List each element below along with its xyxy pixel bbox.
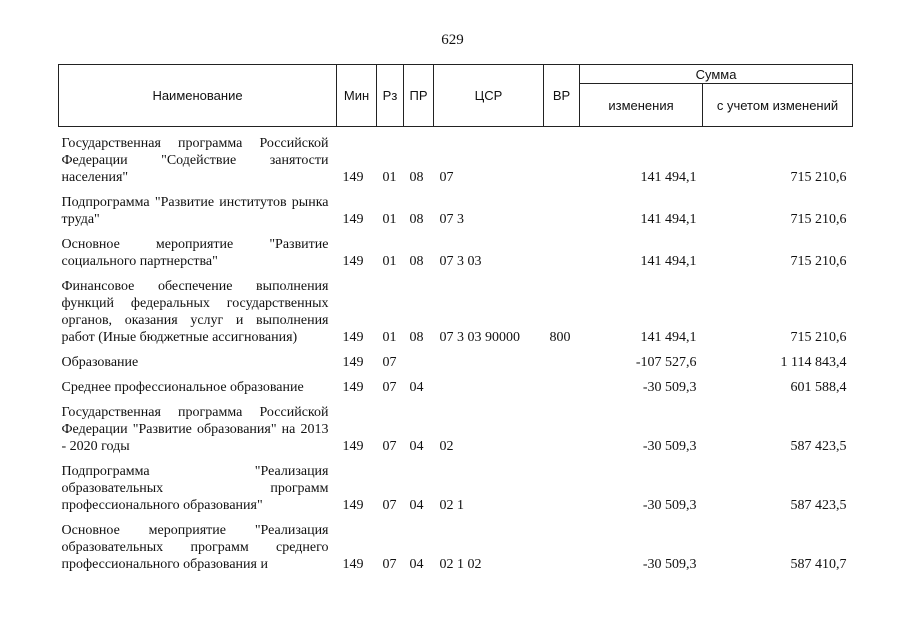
- table-row: [59, 396, 853, 455]
- row-csr: 07 3: [439, 212, 464, 227]
- row-rz: 07: [382, 439, 397, 454]
- row-vr: [544, 228, 580, 270]
- row-vr: [544, 186, 580, 228]
- row-total: 587 410,7: [790, 557, 847, 572]
- page-number: 629: [441, 32, 464, 48]
- row-csr: 02: [439, 439, 454, 454]
- row-csr: 07: [439, 170, 454, 185]
- row-min: 149: [342, 254, 364, 269]
- row-change: -30 509,3: [642, 380, 697, 395]
- table-header: [59, 65, 853, 127]
- header-csr: ЦСР: [434, 65, 544, 127]
- row-min: 149: [342, 212, 364, 227]
- row-name: Подпрограмма "Реализация образовательных программ профессионального образования": [61, 464, 329, 513]
- row-min: 149: [342, 355, 364, 370]
- row-rz: 07: [382, 380, 397, 395]
- row-vr: 800: [549, 330, 571, 345]
- row-min: 149: [342, 498, 364, 513]
- row-total: 587 423,5: [790, 439, 847, 454]
- header-pr: ПР: [404, 65, 434, 127]
- row-min: 149: [342, 170, 364, 185]
- row-total: 715 210,6: [790, 254, 847, 269]
- table-row: [59, 228, 853, 270]
- header-sum: Сумма: [580, 65, 853, 84]
- row-change: -30 509,3: [642, 439, 697, 454]
- row-pr: 08: [409, 170, 424, 185]
- row-csr: 02 1: [439, 498, 464, 513]
- row-pr: 04: [409, 439, 424, 454]
- header-rz: Рз: [377, 65, 404, 127]
- row-total: 1 114 843,4: [780, 355, 847, 370]
- row-csr: [434, 346, 544, 371]
- row-total: 715 210,6: [790, 170, 847, 185]
- row-name: Государственная программа Российской Федерации "Развитие образования" на 2013 - 2020 годы: [61, 405, 329, 454]
- table-row: [59, 127, 853, 187]
- row-change: -30 509,3: [642, 557, 697, 572]
- table-row: [59, 270, 853, 346]
- row-min: 149: [342, 330, 364, 345]
- budget-table: [58, 64, 853, 573]
- row-vr: [544, 127, 580, 187]
- row-total: 587 423,5: [790, 498, 847, 513]
- header-change: изменения: [580, 84, 703, 127]
- row-name: Основное мероприятие "Реализация образовательных программ среднего профессионального образования и: [61, 523, 329, 572]
- row-min: 149: [342, 557, 364, 572]
- table-row: [59, 371, 853, 396]
- row-name: Государственная программа Российской Федерации "Содействие занятости населения": [61, 136, 329, 185]
- row-csr: 07 3 03 90000: [439, 330, 520, 345]
- row-pr: 04: [409, 380, 424, 395]
- row-rz: 01: [382, 170, 397, 185]
- row-name: Образование: [61, 355, 139, 370]
- row-change: 141 494,1: [640, 330, 697, 345]
- row-rz: 01: [382, 254, 397, 269]
- row-change: -107 527,6: [635, 355, 697, 370]
- row-vr: [544, 455, 580, 514]
- row-rz: 01: [382, 212, 397, 227]
- row-csr: [434, 371, 544, 396]
- row-change: 141 494,1: [640, 254, 697, 269]
- table-body: [59, 127, 853, 574]
- row-change: 141 494,1: [640, 212, 697, 227]
- table-row: [59, 346, 853, 371]
- row-rz: 01: [382, 330, 397, 345]
- row-vr: [544, 371, 580, 396]
- row-pr: 08: [409, 212, 424, 227]
- row-name: Финансовое обеспечение выполнения функций федеральных государственных органов, оказания услуг и выполнения работ (Иные бюджетные ассигнования): [61, 279, 329, 345]
- row-pr: 04: [409, 557, 424, 572]
- row-rz: 07: [382, 355, 397, 370]
- row-total: 601 588,4: [790, 380, 847, 395]
- row-vr: [544, 346, 580, 371]
- row-vr: [544, 514, 580, 573]
- row-csr: 02 1 02: [439, 557, 482, 572]
- row-change: -30 509,3: [642, 498, 697, 513]
- header-total: с учетом изменений: [703, 84, 853, 127]
- row-vr: [544, 396, 580, 455]
- row-csr: 07 3 03: [439, 254, 482, 269]
- header-min: Мин: [337, 65, 377, 127]
- row-total: 715 210,6: [790, 212, 847, 227]
- row-total: 715 210,6: [790, 330, 847, 345]
- row-change: 141 494,1: [640, 170, 697, 185]
- row-name: Основное мероприятие "Развитие социального партнерства": [61, 237, 329, 269]
- row-rz: 07: [382, 498, 397, 513]
- row-pr: 04: [409, 498, 424, 513]
- row-min: 149: [342, 439, 364, 454]
- table-row: [59, 514, 853, 573]
- row-min: 149: [342, 380, 364, 395]
- row-name: Среднее профессиональное образование: [61, 380, 304, 395]
- table-row: [59, 455, 853, 514]
- row-pr: [404, 346, 434, 371]
- row-pr: 08: [409, 330, 424, 345]
- row-pr: 08: [409, 254, 424, 269]
- row-rz: 07: [382, 557, 397, 572]
- header-vr: ВР: [544, 65, 580, 127]
- header-name: Наименование: [59, 65, 337, 127]
- table-row: [59, 186, 853, 228]
- row-name: Подпрограмма "Развитие институтов рынка труда": [61, 195, 329, 227]
